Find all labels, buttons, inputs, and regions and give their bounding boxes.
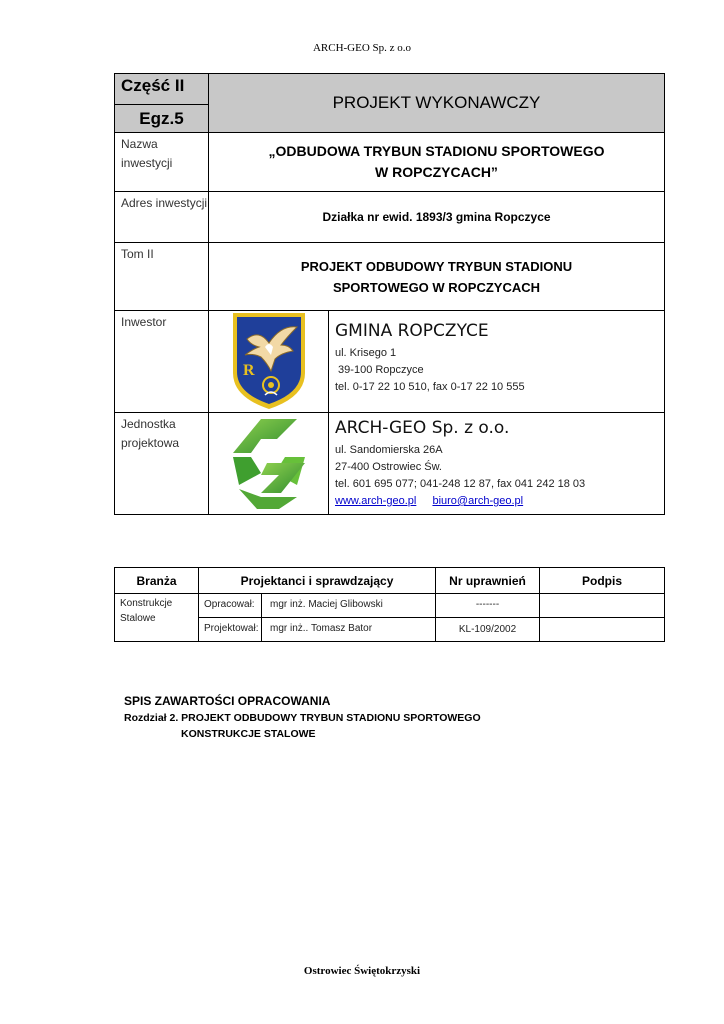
ropczyce-coat-of-arms-icon <box>209 311 329 412</box>
designer-details <box>329 412 664 514</box>
person-prepared: mgr inż. Maciej Glibowski <box>262 594 436 618</box>
designer-label: Jednostka projektowa <box>115 412 209 514</box>
header-signature: Podpis <box>540 568 664 594</box>
investment-name-line1: „ODBUDOWA TRYBUN STADIONU SPORTOWEGO <box>268 143 605 159</box>
contents-chapter: Rozdział 2. PROJEKT ODBUDOWY TRYBUN STADIONU SPORTOWEGO <box>124 712 481 724</box>
contents-chapter-cont: KONSTRUKCJE STALOWE <box>181 728 316 740</box>
investor-logo-cell <box>209 310 329 412</box>
project-info-table <box>114 73 665 515</box>
designer-street: ul. Sandomierska 26A <box>335 444 443 456</box>
header-branch: Branża <box>115 568 199 594</box>
coat-letter: R <box>243 362 255 379</box>
designer-website-link[interactable]: www.arch-geo.pl <box>335 495 417 507</box>
volume-title <box>209 242 664 310</box>
header-authors: Projektanci i sprawdzający <box>199 568 436 594</box>
role-prepared: Opracował: <box>199 594 262 618</box>
role-designed: Projektował: <box>199 618 262 641</box>
investor-details <box>329 310 664 412</box>
investment-address-label: Adres inwestycji <box>115 191 209 242</box>
investor-city: 39-100 Ropczyce <box>335 364 424 376</box>
copy-label: Egz.5 <box>115 105 209 132</box>
investor-name: GMINA ROPCZYCE <box>335 321 489 341</box>
designer-logo-cell <box>209 412 329 514</box>
investment-name-label: Nazwa inwestycji <box>115 132 209 191</box>
investment-name-line2: W ROPCZYCACH” <box>375 164 498 180</box>
investment-name <box>209 132 664 191</box>
license-designed: KL-109/2002 <box>436 618 540 641</box>
arch-geo-logo-icon <box>209 413 329 514</box>
person-designed: mgr inż.. Tomasz Bator <box>262 618 436 641</box>
volume-title-line2: SPORTOWEGO W ROPCZYCACH <box>332 279 541 295</box>
investment-address: Działka nr ewid. 1893/3 gmina Ropczyce <box>209 191 664 242</box>
volume-title-line1: PROJEKT ODBUDOWY TRYBUN STADIONU <box>300 258 573 274</box>
document-footer: Ostrowiec Świętokrzyski <box>303 965 421 977</box>
volume-label: Tom II <box>115 242 209 310</box>
investor-label: Inwestor <box>115 310 209 412</box>
header-license: Nr uprawnień <box>436 568 540 594</box>
investor-street: ul. Krisego 1 <box>335 347 397 359</box>
authors-table <box>114 567 665 642</box>
contents-title: SPIS ZAWARTOŚCI OPRACOWANIA <box>124 694 331 708</box>
designer-phone: tel. 601 695 077; 041-248 12 87, fax 041 242 18 03 <box>335 478 586 490</box>
branch-value: Konstrukcje Stalowe <box>115 594 199 641</box>
document-header: ARCH-GEO Sp. z o.o <box>312 42 412 54</box>
part-label: Część II <box>115 74 209 105</box>
designer-email-link[interactable]: biuro@arch-geo.pl <box>432 495 524 507</box>
license-prepared: ------- <box>436 594 540 618</box>
signature-prepared <box>540 594 664 618</box>
project-type: PROJEKT WYKONAWCZY <box>209 74 664 132</box>
investor-phone: tel. 0-17 22 10 510, fax 0-17 22 10 555 <box>335 381 525 393</box>
designer-name: ARCH-GEO Sp. z o.o. <box>335 418 510 438</box>
designer-city: 27-400 Ostrowiec Św. <box>335 461 442 473</box>
signature-designed <box>540 618 664 641</box>
